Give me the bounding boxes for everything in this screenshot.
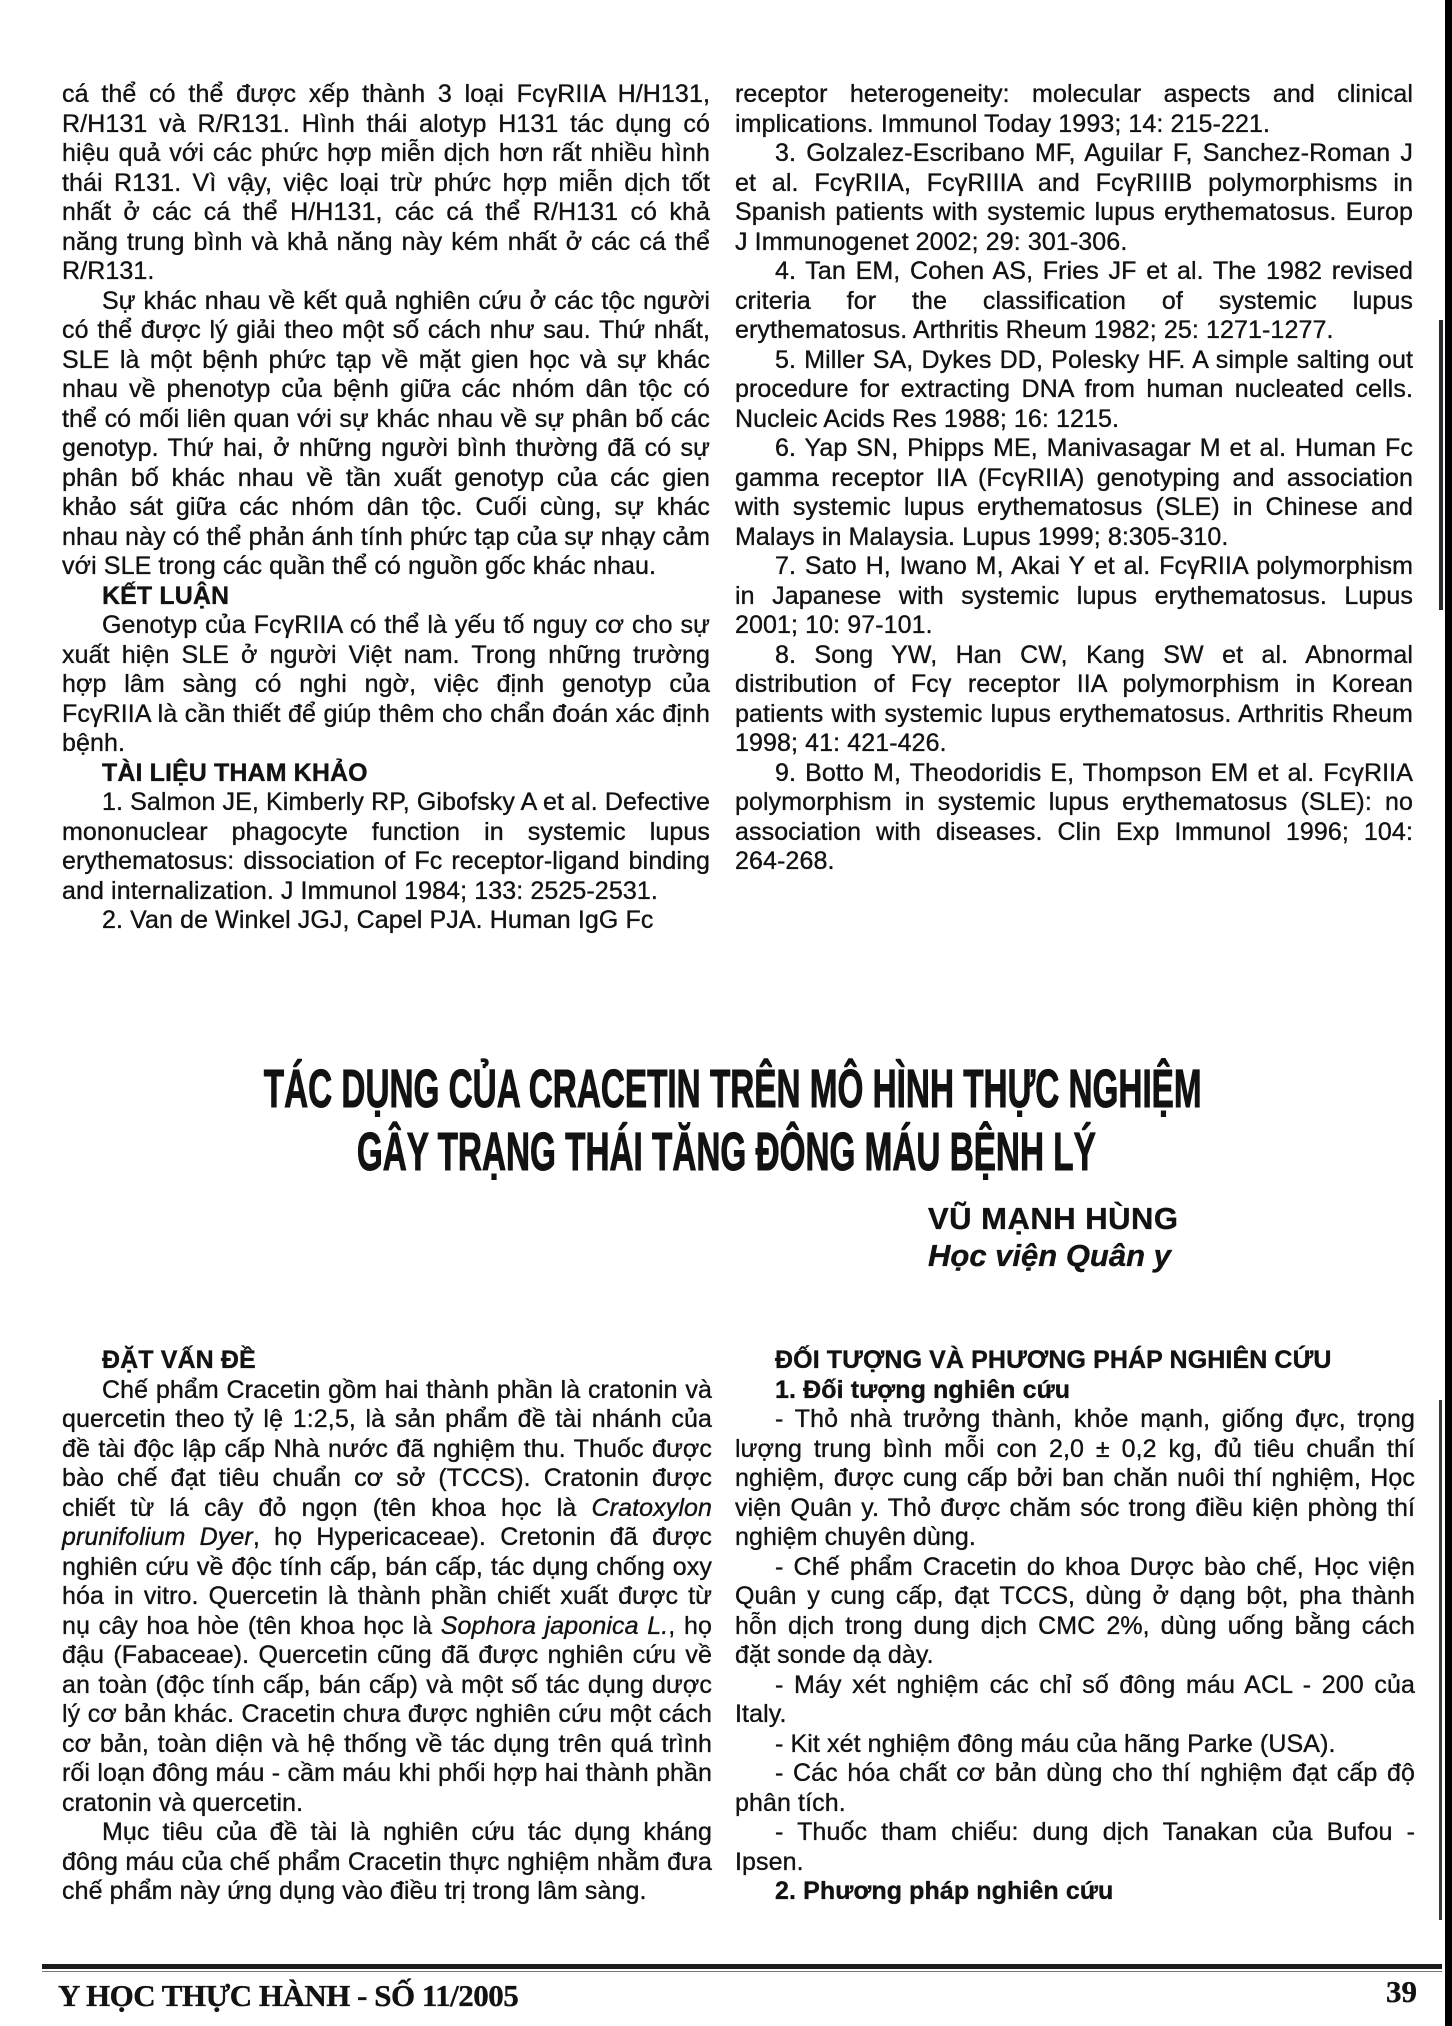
list-item: - Kit xét nghiệm đông máu của hãng Parke (USA). xyxy=(775,1729,1336,1758)
paragraph-continuation: cá thể có thể được xếp thành 3 loại FcγRIIA H/H131, R/H131 và R/R131. Hình thái alotyp H131 tác dụng có hiệu quả với các phức hợp miễn dịch hơn rất nhiều hình thái R131. Vì vậy, việc loại trừ phức hợp miễn dịch tốt nhất ở các cá thể H/H131, các cá thể R/H131 có khả năng trung bình và khả năng này kém nhất ở các cá thể R/R131. xyxy=(62,80,710,285)
article-title-line-1: TÁC DỤNG CỦA CRACETIN TRÊN MÔ HÌNH THỰC NGHIỆM xyxy=(263,1059,1202,1120)
author-name: VŨ MẠNH HÙNG xyxy=(928,1201,1179,1236)
scan-edge-artifact xyxy=(1445,0,1452,2026)
list-item: - Chế phẩm Cracetin do khoa Dược bào chế, Học viện Quân y cung cấp, đạt TCCS, dùng ở dạng bột, pha thành hỗn dịch trong dung dịch CMC 2%, dùng uống bằng cách đặt sonde dạ dày. xyxy=(735,1552,1415,1669)
reference-item-2: 2. Van de Winkel JGJ, Capel PJA. Human IgG Fc xyxy=(102,906,654,934)
column-bottom-left xyxy=(62,1346,712,1907)
footer-rule-secondary xyxy=(42,1971,1442,1972)
article-title-line-2: GÂY TRẠNG THÁI TĂNG ĐÔNG MÁU BỆNH LÝ xyxy=(356,1122,1096,1183)
column-bottom-right xyxy=(735,1346,1415,1907)
subheading-subjects: 1. Đối tượng nghiên cứu xyxy=(775,1375,1071,1404)
reference-item-3: 3. Golzalez-Escribano MF, Aguilar F, Sanchez-Roman J et al. FcγRIIA, FcγRIIIA and FcγRIIIB polymorphisms in Spanish patients with systemic lupus erythematosus. Europ J Immunogenet 2002; 29: 301-306. xyxy=(735,139,1413,256)
reference-item-7: 7. Sato H, Iwano M, Akai Y et al. FcγRIIA polymorphism in Japanese with systemic lupus erythematosus. Lupus 2001; 10: 97-101. xyxy=(735,552,1413,639)
list-item: - Các hóa chất cơ bản dùng cho thí nghiệm đạt cấp độ phân tích. xyxy=(735,1759,1415,1817)
column-top-left xyxy=(62,80,710,936)
subheading-method: 2. Phương pháp nghiên cứu xyxy=(775,1877,1114,1905)
list-item: - Máy xét nghiệm các chỉ số đông máu ACL - 200 của Italy. xyxy=(735,1670,1415,1728)
scan-edge-artifact xyxy=(1439,320,1443,610)
author-affiliation: Học viện Quân y xyxy=(928,1238,1171,1273)
list-item: - Thỏ nhà trưởng thành, khỏe mạnh, giống đực, trọng lượng trung bình mỗi con 2,0 ± 0,2 kg, đủ tiêu chuẩn thí nghiệm, được cung cấp bởi ban chăn nuôi thí nghiệm, Học viện Quân y. Thỏ được chăm sóc trong điều kiện phòng thí nghiệm chuyên dùng. xyxy=(735,1405,1415,1551)
reference-item-4: 4. Tan EM, Cohen AS, Fries JF et al. The 1982 revised criteria for the classification of systemic lupus erythematosus. Arthritis Rheum 1982; 25: 1271-1277. xyxy=(735,257,1413,344)
footer-journal-title: Y HỌC THỰC HÀNH - SỐ 11/2005 xyxy=(58,1978,519,2013)
column-top-right xyxy=(735,80,1413,877)
reference-item-1: 1. Salmon JE, Kimberly RP, Gibofsky A et al. Defective mononuclear phagocyte function in systemic lupus erythematosus: dissociation of Fc receptor-ligand binding and internalization. J Immunol 1984; 133: 2525-2531. xyxy=(62,788,710,905)
reference-item-8: 8. Song YW, Han CW, Kang SW et al. Abnormal distribution of Fcγ receptor IIA polymorphism in Korean patients with systemic lupus erythematosus. Arthritis Rheum 1998; 41: 421-426. xyxy=(735,640,1413,757)
list-item: - Thuốc tham chiếu: dung dịch Tanakan của Bufou - Ipsen. xyxy=(735,1818,1415,1876)
article-title xyxy=(0,1058,1452,1184)
reference-item-2-continued: receptor heterogeneity: molecular aspects and clinical implications. Immunol Today 1993; 14: 215-221. xyxy=(735,80,1413,138)
footer-page-number: 39 xyxy=(1386,1974,1417,2009)
paragraph: Sự khác nhau về kết quả nghiên cứu ở các tộc người có thể được lý giải theo một số cách như sau. Thứ nhất, SLE là một bệnh phức tạp về mặt gien học và sự khác nhau về phenotyp của bệnh giữa các nhóm dân tộc có thể có mối liên quan với sự khác nhau về sự phân bố các genotyp. Thứ hai, ở những người bình thường đã có sự phân bố khác nhau về tần xuất genotyp của các gien khảo sát giữa các nhóm dân tộc. Cuối cùng, sự khác nhau này có thể phản ánh tính phức tạp của sự nhạy cảm với SLE trong các quần thể có nguồn gốc khác nhau. xyxy=(62,286,710,580)
paragraph-conclusion: Genotyp của FcγRIIA có thể là yếu tố nguy cơ cho sự xuất hiện SLE ở người Việt nam. Trong những trường hợp lâm sàng có nghi ngờ, việc định genotyp của FcγRIIA là cần thiết để giúp thêm cho chẩn đoán xác định bệnh. xyxy=(62,611,710,757)
reference-item-5: 5. Miller SA, Dykes DD, Polesky HF. A simple salting out procedure for extracting DNA from human nucleated cells. Nucleic Acids Res 1988; 16: 1215. xyxy=(735,345,1413,433)
paragraph-objective: Mục tiêu của đề tài là nghiên cứu tác dụng kháng đông máu của chế phẩm Cracetin thực nghiệm nhằm đưa chế phẩm này ứng dụng vào điều trị trong lâm sàng. xyxy=(62,1818,712,1905)
footer-rule xyxy=(42,1964,1442,1969)
heading-methods: ĐỐI TƯỢNG VÀ PHƯƠNG PHÁP NGHIÊN CỨU xyxy=(775,1346,1332,1374)
scan-edge-artifact xyxy=(1439,1400,1442,1920)
reference-item-6: 6. Yap SN, Phipps ME, Manivasagar M et al. Human Fc gamma receptor IIA (FcγRIIA) genotyping and association with systemic lupus erythematosus (SLE) in Chinese and Malays in Malaysia. Lupus 1999; 8:305-310. xyxy=(735,434,1413,551)
author-block xyxy=(928,1200,1348,1274)
heading-introduction: ĐẶT VẤN ĐỀ xyxy=(102,1346,256,1374)
paragraph-introduction: Chế phẩm Cracetin gồm hai thành phần là cratonin và quercetin theo tỷ lệ 1:2,5, là sản phẩm đề tài nhánh của đề tài độc lập cấp Nhà nước đã nghiệm thu. Thuốc được bào chế đạt tiêu chuẩn cơ sở (TCCS). Cratonin được chiết từ lá cây đỏ ngọn (tên khoa học là Cratoxylon prunifolium Dyer, họ Hypericaceae). Cretonin đã được nghiên cứu về độc tính cấp, bán cấp, tác dụng chống oxy hóa in vitro. Quercetin là thành phần chiết xuất được từ nụ cây hoa hòe (tên khoa học là Sophora japonica L., họ đậu (Fabaceae). Quercetin cũng đã được nghiên cứu về an toàn (độc tính cấp, bán cấp) và một số tác dụng dược lý cơ bản khác. Cracetin chưa được nghiên cứu một cách cơ bản, toàn diện và hệ thống về tác dụng trên quá trình rối loạn đông máu - cầm máu khi phối hợp hai thành phần cratonin và quercetin. xyxy=(62,1375,713,1817)
heading-references: TÀI LIỆU THAM KHẢO xyxy=(102,758,368,787)
reference-item-9: 9. Botto M, Theodoridis E, Thompson EM et al. FcγRIIA polymorphism in systemic lupus erythematosus (SLE): no association with diseases. Clin Exp Immunol 1996; 104: 264-268. xyxy=(735,758,1413,875)
heading-conclusion: KẾT LUẬN xyxy=(102,581,230,610)
